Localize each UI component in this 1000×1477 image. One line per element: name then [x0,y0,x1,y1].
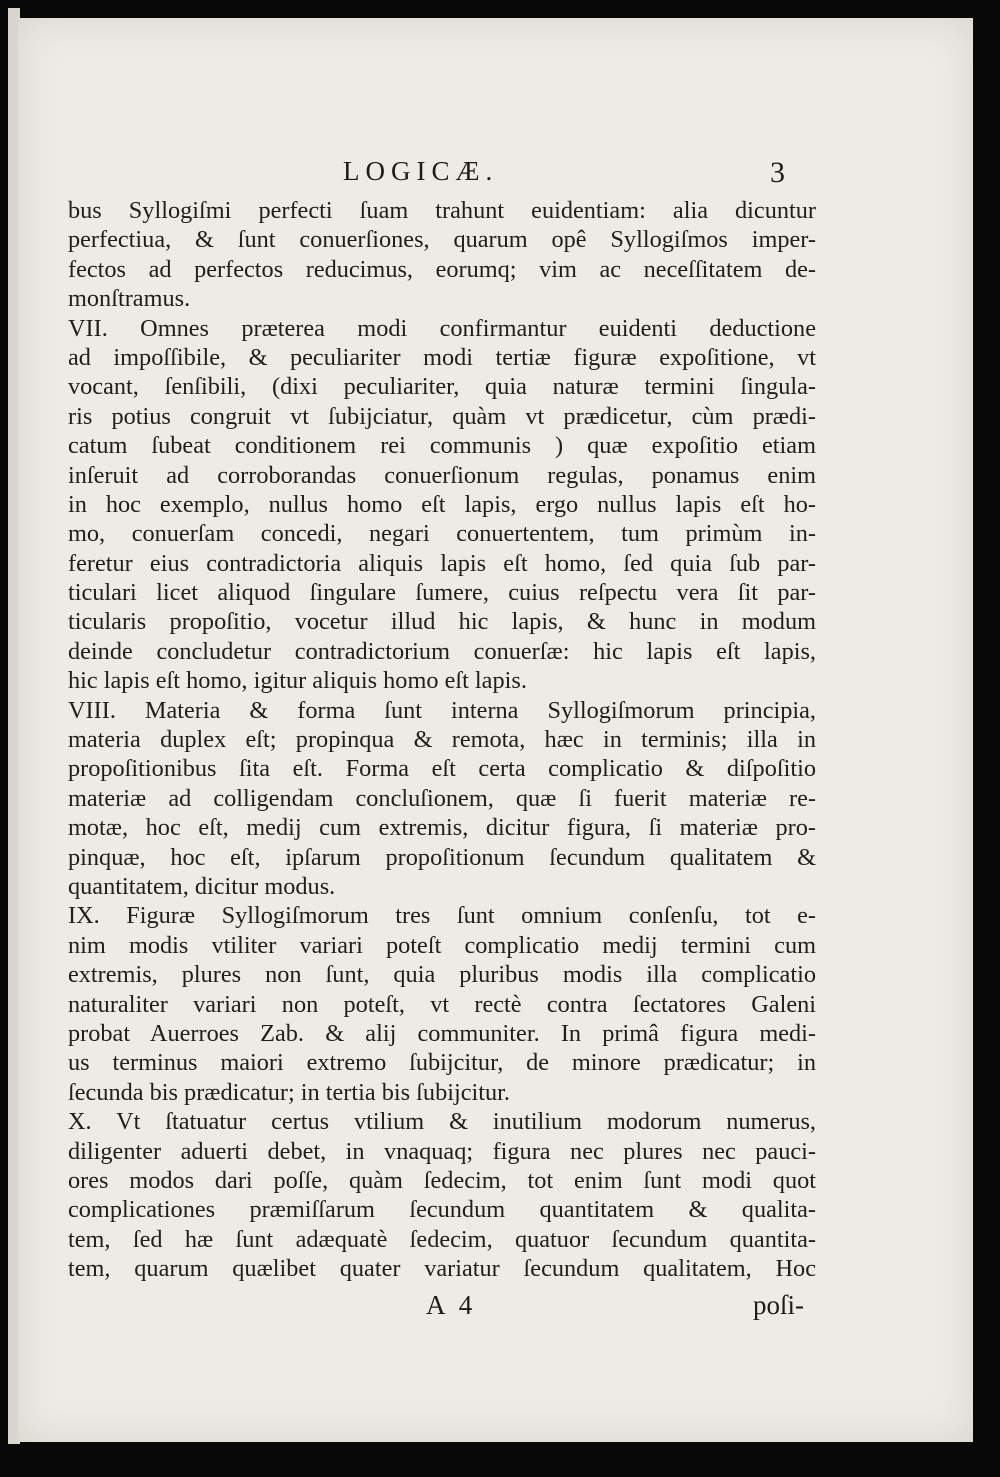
text-line: motæ, hoc eſt, medij cum extremis, dicitur figura, ſi materiæ pro- [68,814,816,842]
text-line: extremis, plures non ſunt, quia pluribus modis illa complicatio [68,961,816,989]
text-line: inſeruit ad corroborandas conuerſionum regulas, ponamus enim [68,461,816,489]
text-line: VIII. Materia & forma ſunt interna Syllogiſmorum principia, [68,696,816,724]
text-line: VII. Omnes præterea modi confirmantur euidenti deductione [68,314,816,342]
text-line: ores modos dari poſſe, quàm ſedecim, tot enim ſunt modi quot [68,1166,816,1194]
text-line: ticularis propoſitio, vocetur illud hic lapis, & hunc in modum [68,608,816,636]
text-line: tem, ſed hæ ſunt adæquatè ſedecim, quatuor ſecundum quantita- [68,1225,816,1253]
text-line: ſecunda bis prædicatur; in tertia bis ſubijcitur. [68,1078,510,1106]
text-line: fectos ad perfectos reducimus, eorumq; vim ac neceſſitatem de- [68,255,816,283]
text-line: deinde concludetur contradictorium conuerſæ: hic lapis eſt lapis, [68,637,816,665]
text-line: mo, conuerſam concedi, negari conuertentem, tum primùm in- [68,520,816,548]
running-head: LOGICÆ. [343,156,499,186]
page-number: 3 [770,156,785,189]
text-line: materia duplex eſt; propinqua & remota, hæc in terminis; illa in [68,726,816,754]
text-line: perfectiua, & ſunt conuerſiones, quarum opê Syllogiſmos imper- [68,226,816,254]
text-line: monſtramus. [68,285,191,313]
text-line: bus Syllogiſmi perfecti ſuam trahunt euidentiam: alia dicuntur [68,197,816,224]
text-line: tem, quarum quælibet quater variatur ſecundum qualitatem, Hoc [68,1255,816,1283]
book-page [18,18,973,1442]
text-line: nim modis vtiliter variari poteſt complicatio medij termini cum [68,931,816,959]
text-line: vocant, ſenſibili, (dixi peculiariter, quia naturæ termini ſingula- [68,373,816,401]
text-line: in hoc exemplo, nullus homo eſt lapis, ergo nullus lapis eſt ho- [68,490,816,518]
text-line: ad impoſſibile, & peculiariter modi tertiæ figuræ expoſitione, vt [68,343,816,371]
text-line: us terminus maiori extremo ſubijcitur, de minore prædicatur; in [68,1049,816,1077]
body-text [68,196,816,1283]
text-line: quantitatem, dicitur modus. [68,872,336,900]
catchword: poſi- [753,1290,804,1320]
text-line: naturaliter variari non poteſt, vt rectè contra ſectatores Galeni [68,990,816,1018]
text-line: complicationes præmiſſarum ſecundum quantitatem & qualita- [68,1196,816,1224]
text-line: ris potius congruit vt ſubijciatur, quàm vt prædicetur, cùm prædi- [68,402,816,430]
text-line: catum ſubeat conditionem rei communis ) quæ expoſitio etiam [68,432,816,460]
text-line: IX. Figuræ Syllogiſmorum tres ſunt omnium conſenſu, tot e- [68,902,816,930]
text-line: hic lapis eſt homo, igitur aliquis homo eſt lapis. [68,667,527,695]
text-line: materiæ ad colligendam concluſionem, quæ ſi fuerit materiæ re- [68,784,816,812]
text-line: diligenter aduerti debet, in vnaquaq; figura nec plures nec pauci- [68,1137,816,1165]
text-line: X. Vt ſtatuatur certus vtilium & inutilium modorum numerus, [68,1108,816,1136]
text-line: feretur eius contradictoria aliquis lapis eſt homo, ſed quia ſub par- [68,549,816,577]
text-line: propoſitionibus ſita eſt. Forma eſt certa complicatio & diſpoſitio [68,755,816,783]
text-line: pinquæ, hoc eſt, ipſarum propoſitionum ſecundum qualitatem & [68,843,816,871]
text-line: probat Auerroes Zab. & alij communiter. In primâ figura medi- [68,1019,816,1047]
text-line: ticulari licet aliquod ſingulare ſumere, cuius reſpectu vera ſit par- [68,579,816,607]
signature-mark: A 4 [426,1290,477,1320]
page-header [18,154,973,194]
page-footer [18,1290,973,1330]
